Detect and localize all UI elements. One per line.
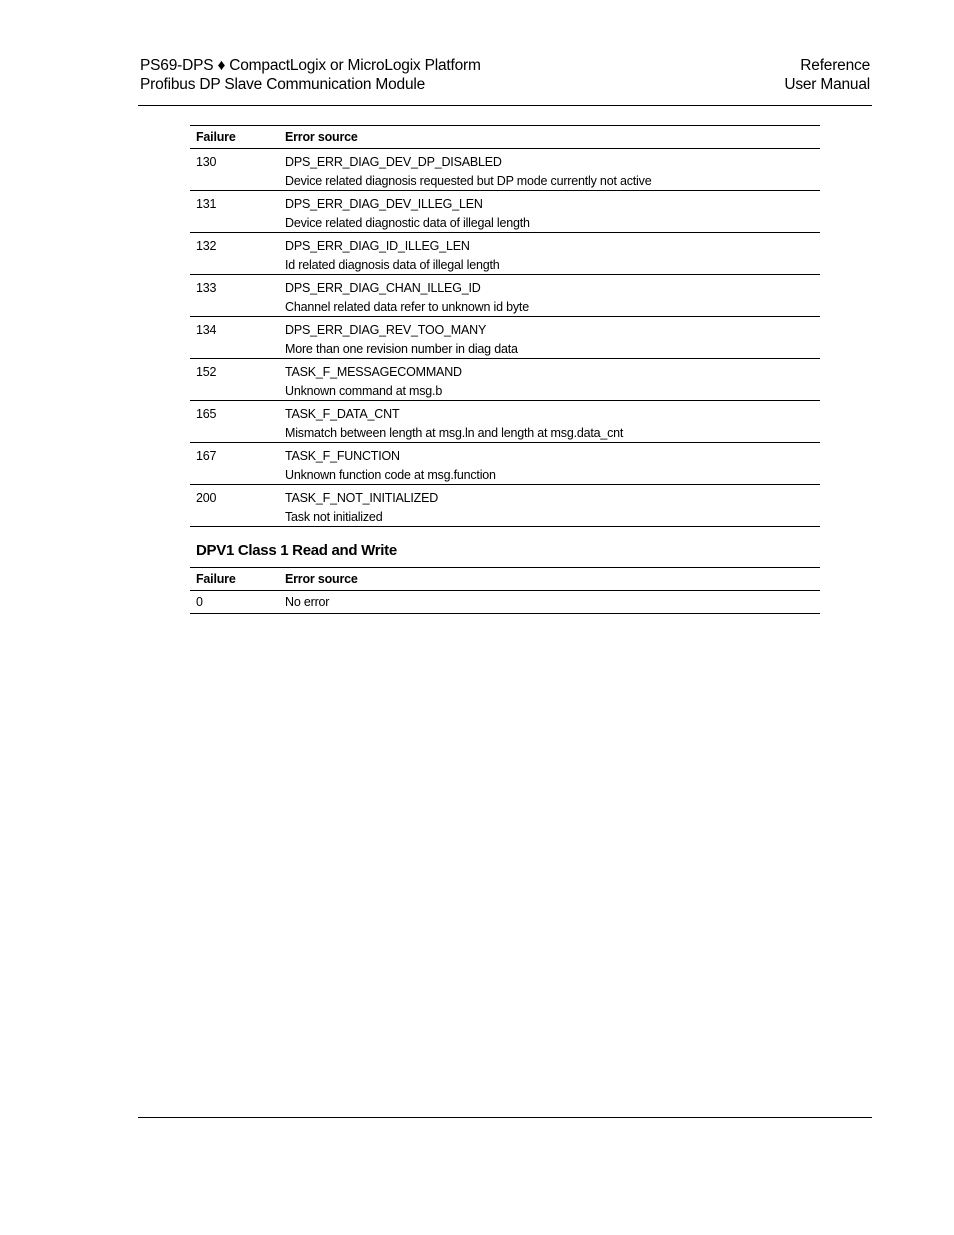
failure-code: 200: [196, 491, 217, 505]
table-row: [190, 191, 820, 233]
header-product-subtitle: Profibus DP Slave Communication Module: [140, 76, 426, 93]
failure-code: 133: [196, 281, 217, 295]
table-row: [190, 317, 820, 359]
header-section-label: Reference: [800, 57, 870, 74]
page-header: [140, 56, 870, 94]
error-name: TASK_F_MESSAGECOMMAND: [285, 365, 462, 379]
error-description: Device related diagnosis requested but DP mode currently not active: [285, 174, 652, 188]
error-source-cell: [285, 359, 820, 400]
table-row: [190, 359, 820, 401]
section-heading: DPV1 Class 1 Read and Write: [196, 542, 397, 559]
column-header-failure: Failure: [196, 130, 236, 144]
header-divider: [138, 105, 872, 106]
table-row: [190, 275, 820, 317]
error-description: Unknown function code at msg.function: [285, 468, 496, 482]
failure-code: 167: [196, 449, 217, 463]
failure-code: 152: [196, 365, 217, 379]
error-source-cell: [285, 443, 820, 484]
error-source-cell: [285, 401, 820, 442]
error-code-table: [190, 125, 820, 527]
error-description: Mismatch between length at msg.ln and length at msg.data_cnt: [285, 426, 624, 440]
error-description: Unknown command at msg.b: [285, 384, 443, 398]
failure-code: 130: [196, 155, 217, 169]
table-header: [190, 567, 820, 591]
error-source-cell: [285, 485, 820, 526]
error-description: No error: [285, 595, 330, 609]
error-description: Id related diagnosis data of illegal length: [285, 258, 500, 272]
table-row: [190, 443, 820, 485]
error-name: DPS_ERR_DIAG_ID_ILLEG_LEN: [285, 239, 470, 253]
error-name: DPS_ERR_DIAG_DEV_DP_DISABLED: [285, 155, 502, 169]
table-row: [190, 485, 820, 527]
error-name: TASK_F_NOT_INITIALIZED: [285, 491, 439, 505]
failure-code: 134: [196, 323, 217, 337]
error-source-cell: [285, 191, 820, 232]
error-description: Task not initialized: [285, 510, 383, 524]
error-source-cell: [285, 233, 820, 274]
error-name: DPS_ERR_DIAG_CHAN_ILLEG_ID: [285, 281, 481, 295]
header-row-2: [140, 75, 870, 94]
failure-code: 165: [196, 407, 217, 421]
failure-code: 131: [196, 197, 217, 211]
error-source-cell: [285, 149, 820, 190]
error-name: DPS_ERR_DIAG_REV_TOO_MANY: [285, 323, 487, 337]
table-header: [190, 125, 820, 149]
header-product-title: PS69-DPS ♦ CompactLogix or MicroLogix Platform: [140, 57, 481, 74]
footer-divider: [138, 1117, 872, 1118]
error-description: Channel related data refer to unknown id byte: [285, 300, 529, 314]
dpv1-error-table: [190, 567, 820, 614]
column-header-error-source: Error source: [285, 130, 358, 144]
table-body: [190, 149, 820, 527]
error-source-cell: [285, 275, 820, 316]
table-body: [190, 591, 820, 614]
error-description: More than one revision number in diag data: [285, 342, 518, 356]
column-header-error-source: Error source: [285, 572, 358, 586]
column-header-failure: Failure: [196, 572, 236, 586]
error-name: TASK_F_DATA_CNT: [285, 407, 400, 421]
error-description: Device related diagnostic data of illegal length: [285, 216, 530, 230]
table-row: [190, 233, 820, 275]
table-row: [190, 149, 820, 191]
table-row: [190, 591, 820, 614]
failure-code: 132: [196, 239, 217, 253]
error-name: TASK_F_FUNCTION: [285, 449, 400, 463]
header-row-1: [140, 56, 870, 75]
error-name: DPS_ERR_DIAG_DEV_ILLEG_LEN: [285, 197, 483, 211]
failure-code: 0: [196, 595, 203, 609]
header-document-type: User Manual: [784, 76, 870, 93]
error-source-cell: [285, 317, 820, 358]
table-row: [190, 401, 820, 443]
